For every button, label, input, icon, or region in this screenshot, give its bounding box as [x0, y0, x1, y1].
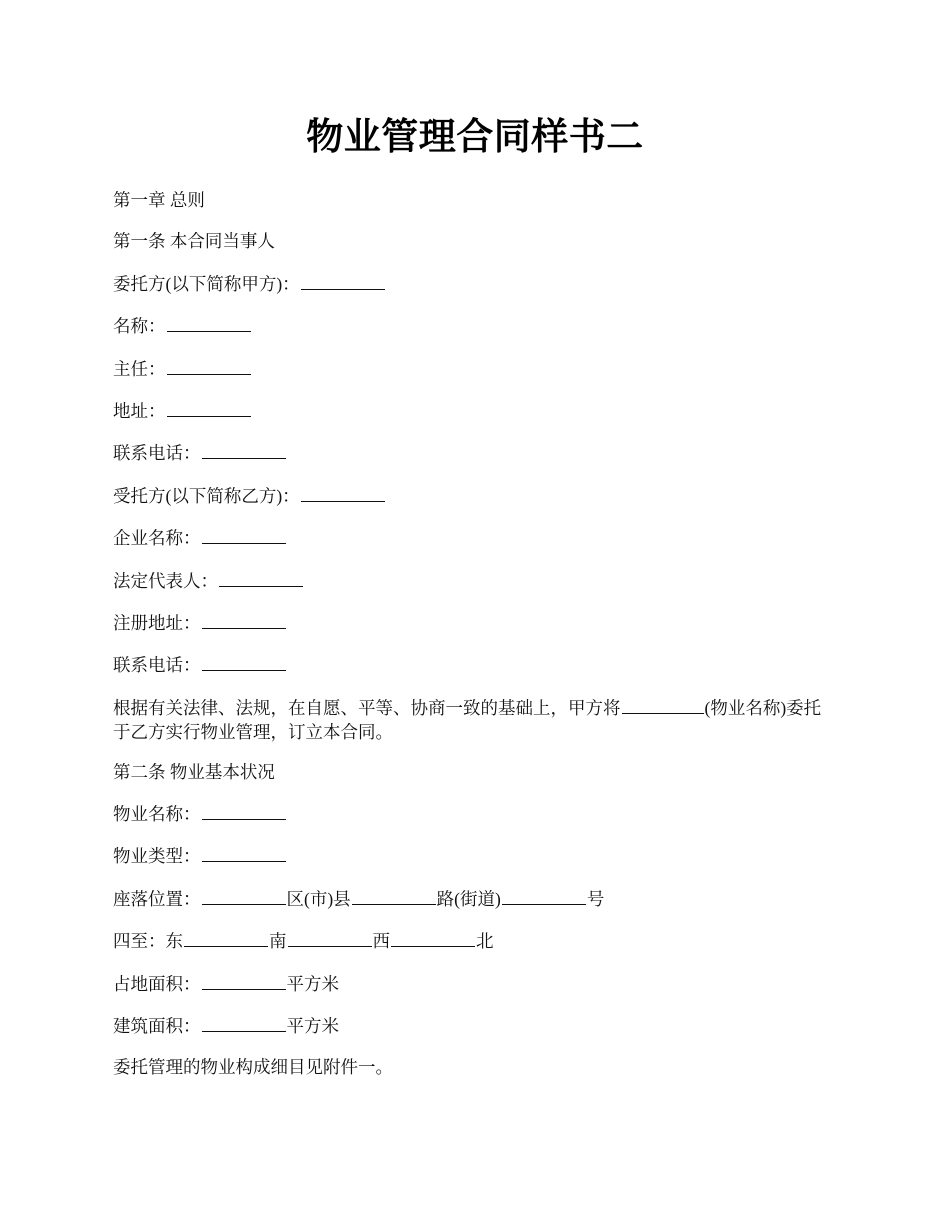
- article-2-heading: 第二条 物业基本状况: [113, 761, 275, 782]
- location-line: [113, 886, 837, 911]
- address-label: 地址：: [113, 400, 166, 421]
- land-area-line: [113, 971, 837, 996]
- name-blank: [167, 313, 251, 332]
- appendix-note: 委托管理的物业构成细目见附件一。: [113, 1057, 393, 1078]
- basis-paragraph: [113, 695, 837, 744]
- company-label: 企业名称：: [113, 528, 201, 549]
- document-title: 物业管理合同样书二: [306, 114, 644, 158]
- boundary-south-text: 南: [269, 931, 287, 952]
- location-district-text: 区(市)县: [286, 888, 351, 909]
- name-line: [113, 313, 837, 338]
- article-1-heading: 第一条 本合同当事人: [113, 231, 275, 252]
- name-label: 名称：: [113, 316, 166, 337]
- property-type-blank: [202, 843, 286, 862]
- reg-address-blank: [202, 610, 286, 629]
- property-type-label: 物业类型：: [113, 846, 201, 867]
- property-name-line: [113, 801, 837, 826]
- party-a-line: [113, 271, 837, 296]
- building-area-unit: 平方米: [286, 1016, 339, 1037]
- chapter-heading: 第一章 总则: [113, 190, 205, 210]
- director-line: [113, 356, 837, 381]
- location-district-blank: [202, 886, 286, 905]
- phone-a-blank: [202, 440, 286, 459]
- reg-address-line: [113, 610, 837, 635]
- address-line: [113, 398, 837, 423]
- reg-address-label: 注册地址：: [113, 612, 201, 633]
- location-number-text: 号: [586, 888, 605, 909]
- boundary-line: [113, 928, 837, 953]
- party-a-label: 委托方(以下简称甲方)：: [113, 273, 300, 294]
- property-name-label: 物业名称：: [113, 804, 201, 825]
- location-number-blank: [502, 886, 586, 905]
- boundary-south-blank: [288, 928, 372, 947]
- party-b-line: [113, 483, 837, 508]
- location-label: 座落位置：: [113, 888, 201, 909]
- party-b-label: 受托方(以下简称乙方)：: [113, 485, 300, 506]
- land-area-label: 占地面积：: [113, 973, 201, 994]
- boundary-east-blank: [184, 928, 268, 947]
- property-type-line: [113, 843, 837, 868]
- basis-text-2: (物业名称)委托于乙方实行物业管理，订立本合同。: [113, 697, 822, 742]
- company-line: [113, 525, 837, 550]
- boundary-west-blank: [391, 928, 475, 947]
- phone-b-blank: [202, 652, 286, 671]
- director-blank: [167, 356, 251, 375]
- phone-b-label: 联系电话：: [113, 655, 201, 676]
- boundary-label: 四至：东: [113, 931, 183, 952]
- legal-rep-label: 法定代表人：: [113, 570, 218, 591]
- company-blank: [202, 525, 286, 544]
- land-area-unit: 平方米: [286, 973, 339, 994]
- property-name-field-blank: [202, 801, 286, 820]
- address-blank: [167, 398, 251, 417]
- party-a-blank: [301, 271, 385, 290]
- property-name-blank: [622, 695, 704, 714]
- boundary-north-text: 北: [476, 931, 494, 952]
- phone-b-line: [113, 652, 837, 677]
- phone-a-line: [113, 440, 837, 465]
- legal-rep-blank: [219, 568, 303, 587]
- legal-rep-line: [113, 568, 837, 593]
- basis-text-1: 根据有关法律、法规，在自愿、平等、协商一致的基础上，甲方将: [113, 697, 621, 718]
- party-b-blank: [301, 483, 385, 502]
- building-area-label: 建筑面积：: [113, 1016, 201, 1037]
- building-area-blank: [202, 1013, 286, 1032]
- location-road-blank: [352, 886, 436, 905]
- land-area-blank: [202, 971, 286, 990]
- boundary-west-text: 西: [372, 931, 390, 952]
- location-road-text: 路(街道): [436, 888, 501, 909]
- building-area-line: [113, 1013, 837, 1038]
- phone-a-label: 联系电话：: [113, 443, 201, 464]
- director-label: 主任：: [113, 358, 166, 379]
